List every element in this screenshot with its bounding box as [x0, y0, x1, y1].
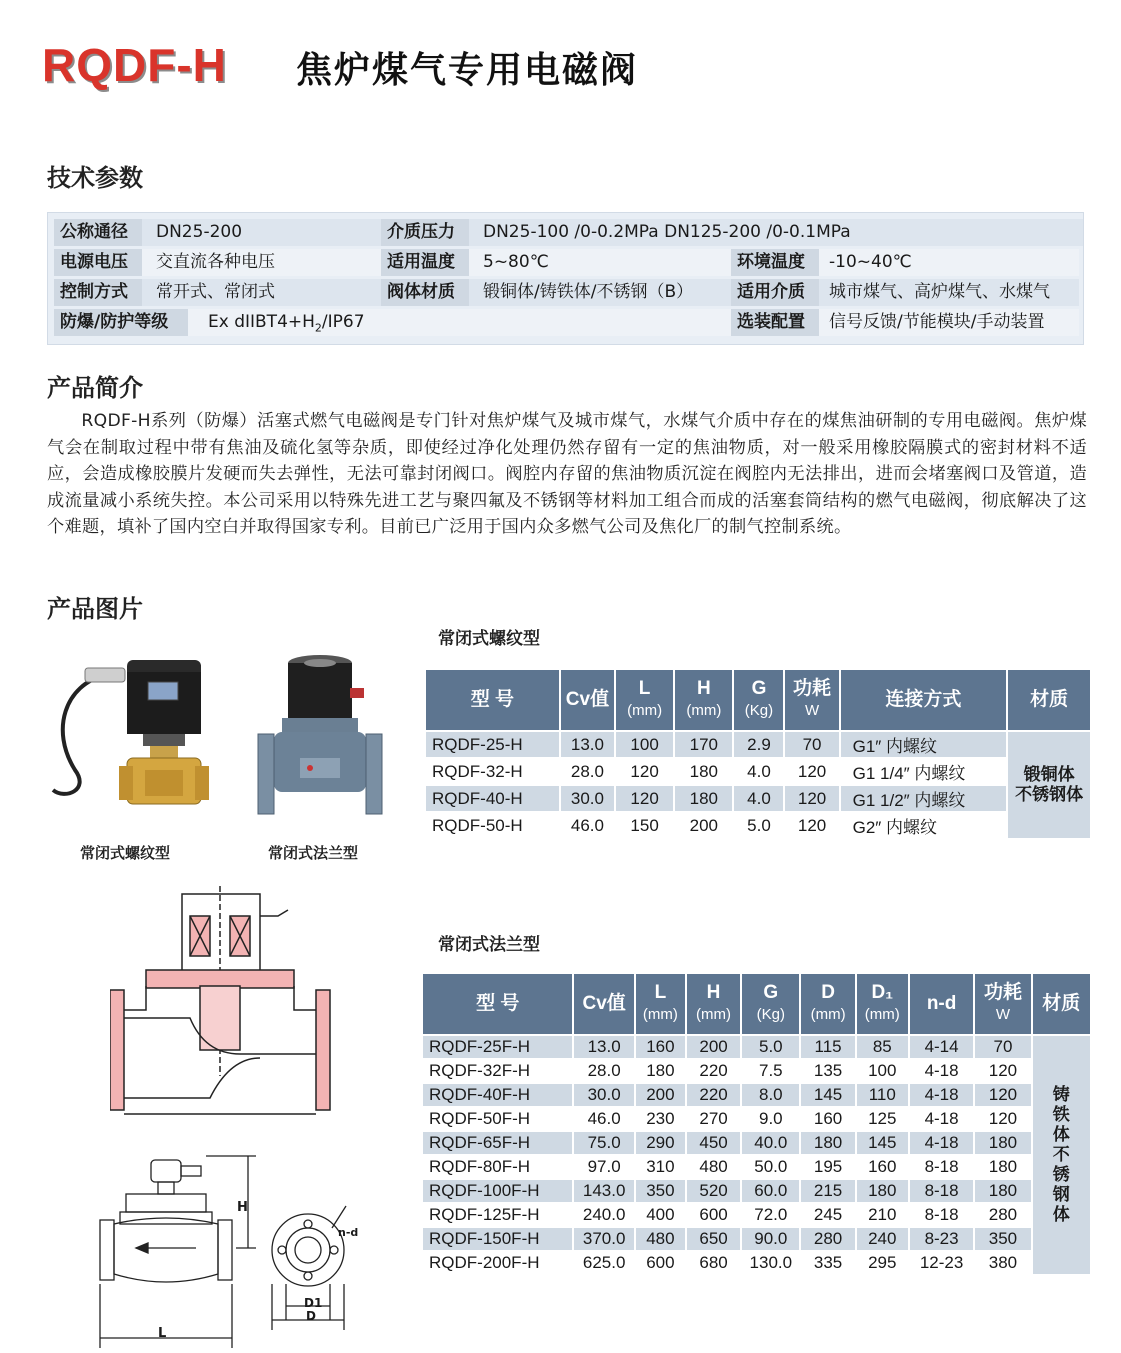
model-cell: RQDF-100F-H [423, 1180, 572, 1202]
column-header [857, 974, 908, 1034]
table-row [423, 1132, 1090, 1154]
value-cell: 9.0 [742, 1108, 799, 1130]
material-line: 不锈钢体 [1015, 785, 1084, 804]
value-cell: 125 [857, 1108, 908, 1130]
value-cell: 130.0 [742, 1252, 799, 1274]
column-header-label: 功耗 [983, 982, 1022, 1003]
value-cell: 200 [636, 1084, 685, 1106]
value-cell: 120 [975, 1108, 1030, 1130]
column-header-label: L [654, 982, 667, 1003]
value-cell: 160 [801, 1108, 854, 1130]
value-cell: 135 [801, 1060, 854, 1082]
value-cell: 160 [857, 1156, 908, 1178]
column-header [561, 670, 614, 730]
value-cell: 12-23 [910, 1252, 973, 1274]
spec-label: 防爆/防护等级 [54, 309, 190, 336]
spec-value-part: Ex dIIBT4+H [208, 312, 315, 332]
column-header [742, 974, 799, 1034]
spec-label: 适用温度 [381, 249, 471, 276]
value-cell: 180 [975, 1156, 1030, 1178]
model-cell: RQDF-32F-H [423, 1060, 572, 1082]
value-cell: G1 1/4″ 内螺纹 [841, 759, 1007, 784]
value-cell: 180 [975, 1180, 1030, 1202]
value-cell: 600 [687, 1204, 740, 1226]
material-line: 不 [1052, 1145, 1070, 1164]
material-line: 锈 [1052, 1165, 1070, 1184]
value-cell: G1 1/2″ 内螺纹 [841, 786, 1007, 811]
table-row [423, 1204, 1090, 1226]
value-cell: 170 [675, 732, 732, 757]
column-header-unit: (mm) [864, 1006, 900, 1023]
model-cell: RQDF-25F-H [423, 1036, 572, 1058]
column-header [910, 974, 973, 1034]
value-cell: 195 [801, 1156, 854, 1178]
value-cell: 145 [857, 1132, 908, 1154]
page-title: 焦炉煤气专用电磁阀 [296, 50, 639, 91]
value-cell: 8-23 [910, 1228, 973, 1250]
value-cell: G1″ 内螺纹 [841, 732, 1007, 757]
material-cell [1033, 1036, 1090, 1274]
column-header [801, 974, 854, 1034]
table-row [423, 1156, 1090, 1178]
flanged-valve-photo [250, 648, 390, 818]
dim-label-d1: D1 [304, 1296, 323, 1310]
value-cell: 13.0 [574, 1036, 633, 1058]
value-cell: 120 [785, 759, 838, 784]
value-cell: 400 [636, 1204, 685, 1226]
column-header [841, 670, 1007, 730]
value-cell: 72.0 [742, 1204, 799, 1226]
spec-label: 电源电压 [54, 249, 144, 276]
spec-value: 常开式、常闭式 [142, 279, 381, 306]
value-cell: 270 [687, 1108, 740, 1130]
value-cell: 295 [857, 1252, 908, 1274]
table-row [426, 759, 1090, 784]
model-cell: RQDF-80F-H [423, 1156, 572, 1178]
value-cell: 30.0 [574, 1084, 633, 1106]
material-line: 锻铜体 [1023, 765, 1075, 784]
pictures-heading: 产品图片 [47, 595, 143, 623]
spec-label: 控制方式 [54, 279, 144, 306]
value-cell: 46.0 [561, 813, 614, 838]
column-header-unit: (mm) [810, 1006, 846, 1023]
value-cell: 7.5 [742, 1060, 799, 1082]
value-cell: 60.0 [742, 1180, 799, 1202]
column-header-label: L [638, 678, 651, 699]
model-cell: RQDF-50F-H [423, 1108, 572, 1130]
spec-value: 信号反馈/节能模块/手动装置 [819, 309, 1079, 336]
value-cell: 180 [675, 759, 732, 784]
table-row [423, 1228, 1090, 1250]
value-cell: 120 [975, 1084, 1030, 1106]
column-header-label: Cv值 [582, 993, 626, 1014]
column-header-unit: (mm) [627, 702, 663, 719]
value-cell: 220 [687, 1084, 740, 1106]
column-header [687, 974, 740, 1034]
value-cell: 600 [636, 1252, 685, 1274]
value-cell: 245 [801, 1204, 854, 1226]
value-cell: 8-18 [910, 1204, 973, 1226]
value-cell: 310 [636, 1156, 685, 1178]
value-cell: 4.0 [734, 759, 783, 784]
value-cell: 120 [785, 786, 838, 811]
column-header-label: 型 号 [476, 993, 520, 1014]
value-cell: 210 [857, 1204, 908, 1226]
value-cell: 4-18 [910, 1132, 973, 1154]
table-header-row [423, 974, 1090, 1034]
value-cell: 13.0 [561, 732, 614, 757]
column-header [785, 670, 838, 730]
column-header [426, 670, 559, 730]
specs-heading: 技术参数 [47, 164, 143, 192]
value-cell: 75.0 [574, 1132, 633, 1154]
value-cell: 30.0 [561, 786, 614, 811]
column-header [616, 670, 673, 730]
value-cell: 180 [857, 1180, 908, 1202]
value-cell: 290 [636, 1132, 685, 1154]
flanged-spec-table [421, 972, 1092, 1276]
column-header-unit: (Kg) [744, 702, 774, 719]
value-cell: 180 [636, 1060, 685, 1082]
threaded-photo-caption: 常闭式螺纹型 [80, 844, 171, 862]
table-row [423, 1108, 1090, 1130]
column-header-label: 连接方式 [885, 689, 962, 710]
value-cell: 120 [975, 1060, 1030, 1082]
value-cell: 350 [636, 1180, 685, 1202]
value-cell: 220 [687, 1060, 740, 1082]
column-header [1033, 974, 1090, 1034]
model-cell: RQDF-32-H [426, 759, 559, 784]
flanged-photo-caption: 常闭式法兰型 [268, 844, 359, 862]
spec-value: 5~80℃ [469, 249, 735, 276]
value-cell: 215 [801, 1180, 854, 1202]
column-header-unit: (mm) [686, 702, 722, 719]
value-cell: 520 [687, 1180, 740, 1202]
spec-value: DN25-100 /0-0.2MPa DN125-200 /0-0.1MPa [469, 219, 1083, 246]
spec-label: 介质压力 [381, 219, 471, 246]
value-cell: 650 [687, 1228, 740, 1250]
value-cell: 2.9 [734, 732, 783, 757]
column-header [975, 974, 1030, 1034]
threaded-spec-table [424, 668, 1092, 840]
column-header-label: 材质 [1042, 993, 1081, 1014]
table-row [423, 1252, 1090, 1274]
spec-row [54, 249, 1077, 276]
table-row [426, 786, 1090, 811]
value-cell: 4-14 [910, 1036, 973, 1058]
value-cell: 335 [801, 1252, 854, 1274]
column-header-unit: (Kg) [756, 1006, 785, 1023]
value-cell: 350 [975, 1228, 1030, 1250]
spec-value-sub: 2 [314, 321, 322, 335]
dim-label-d: D [306, 1309, 316, 1323]
value-cell: 85 [857, 1036, 908, 1058]
column-header [574, 974, 633, 1034]
flanged-table-caption: 常闭式法兰型 [438, 935, 540, 955]
model-cell: RQDF-40-H [426, 786, 559, 811]
threaded-table-caption: 常闭式螺纹型 [438, 629, 540, 649]
spec-row [54, 279, 1077, 306]
column-header [1008, 670, 1090, 730]
value-cell: 50.0 [742, 1156, 799, 1178]
column-header-label: D [821, 982, 835, 1003]
spec-row [54, 309, 1077, 336]
value-cell: 4-18 [910, 1108, 973, 1130]
dim-label-h: H [237, 1200, 248, 1215]
value-cell: 8-18 [910, 1156, 973, 1178]
model-cell: RQDF-50-H [426, 813, 559, 838]
value-cell: 240.0 [574, 1204, 633, 1226]
value-cell: 143.0 [574, 1180, 633, 1202]
column-header-label: D₁ [871, 982, 894, 1003]
value-cell: 230 [636, 1108, 685, 1130]
spec-label: 环境温度 [731, 249, 821, 276]
model-cell: RQDF-200F-H [423, 1252, 572, 1274]
value-cell: 370.0 [574, 1228, 633, 1250]
value-cell: 97.0 [574, 1156, 633, 1178]
column-header-unit: (mm) [642, 1006, 678, 1023]
material-cell [1008, 732, 1090, 838]
value-cell: 5.0 [734, 813, 783, 838]
value-cell: 145 [801, 1084, 854, 1106]
spec-label: 选装配置 [731, 309, 821, 336]
model-cell: RQDF-125F-H [423, 1204, 572, 1226]
brand-model: RQDF-H [42, 39, 227, 91]
value-cell: 28.0 [561, 759, 614, 784]
dim-label-l: L [158, 1326, 167, 1341]
value-cell: 4.0 [734, 786, 783, 811]
model-cell: RQDF-25-H [426, 732, 559, 757]
spec-box [47, 212, 1084, 345]
table-row [423, 1084, 1090, 1106]
intro-paragraph: RQDF-H系列（防爆）活塞式燃气电磁阀是专门针对焦炉煤气及城市煤气，水煤气介质中存在的煤焦油研制的专用电磁阀。焦炉煤气会在制取过程中带有焦油及硫化氢等杂质，即使经过净化处理仍然存留有一定的焦油物质，对一般采用橡胶隔膜式的密封材料不适应，会造成橡胶膜片发硬而失去弹性，无法可靠封闭阀口。阀腔内存留的焦油物质沉淀在阀腔内无法排出，进而会堵塞阀口及管道，造成流量减小系统失控。本公司采用以特殊先进工艺与聚四氟及不锈钢等材料加工组合而成的活塞套筒结构的燃气电磁阀，彻底解决了这个难题，填补了国内空白并取得国家专利。目前已广泛用于国内众多燃气公司及焦化厂的制气控制系统。 [47, 411, 1087, 537]
spec-value: 交直流各种电压 [142, 249, 381, 276]
material-line: 铁 [1052, 1105, 1070, 1124]
value-cell: 480 [636, 1228, 685, 1250]
value-cell: 100 [616, 732, 673, 757]
spec-row [54, 219, 1077, 246]
value-cell: 4-18 [910, 1060, 973, 1082]
cross-section-drawing [110, 886, 342, 1136]
value-cell: 480 [687, 1156, 740, 1178]
table-row [423, 1180, 1090, 1202]
value-cell: 70 [785, 732, 838, 757]
column-header [423, 974, 572, 1034]
column-header-label: 功耗 [793, 678, 832, 699]
value-cell: 380 [975, 1252, 1030, 1274]
column-header-label: H [696, 678, 711, 699]
value-cell: 280 [801, 1228, 854, 1250]
column-header-label: G [763, 982, 779, 1003]
value-cell: 100 [857, 1060, 908, 1082]
value-cell: 110 [857, 1084, 908, 1106]
value-cell: 70 [975, 1036, 1030, 1058]
value-cell: 5.0 [742, 1036, 799, 1058]
threaded-valve-photo [45, 650, 225, 815]
material-line: 体 [1052, 1125, 1070, 1144]
value-cell: 160 [636, 1036, 685, 1058]
spec-label: 适用介质 [731, 279, 821, 306]
value-cell: 40.0 [742, 1132, 799, 1154]
model-cell: RQDF-65F-H [423, 1132, 572, 1154]
value-cell: 90.0 [742, 1228, 799, 1250]
value-cell: 240 [857, 1228, 908, 1250]
spec-label: 阀体材质 [381, 279, 471, 306]
column-header [636, 974, 685, 1034]
column-header-label: H [706, 982, 721, 1003]
column-header-label: 材质 [1030, 689, 1069, 710]
material-line: 铸 [1052, 1085, 1070, 1104]
column-header-label: n-d [926, 993, 957, 1014]
value-cell: 120 [616, 786, 673, 811]
value-cell: 200 [687, 1036, 740, 1058]
material-line: 钢 [1052, 1185, 1070, 1204]
dim-label-nd: n-d [338, 1226, 359, 1239]
table-row [423, 1060, 1090, 1082]
value-cell: 680 [687, 1252, 740, 1274]
model-cell: RQDF-40F-H [423, 1084, 572, 1106]
column-header-unit: (mm) [696, 1006, 732, 1023]
value-cell: 115 [801, 1036, 854, 1058]
spec-value: -10~40℃ [819, 249, 1079, 276]
column-header [675, 670, 732, 730]
value-cell: 200 [675, 813, 732, 838]
value-cell: 625.0 [574, 1252, 633, 1274]
spec-label: 公称通径 [54, 219, 144, 246]
value-cell: 120 [616, 759, 673, 784]
table-header-row [426, 670, 1090, 730]
value-cell: 46.0 [574, 1108, 633, 1130]
value-cell: 450 [687, 1132, 740, 1154]
table-row [426, 813, 1090, 838]
value-cell: 8.0 [742, 1084, 799, 1106]
column-header-label: Cv值 [565, 689, 610, 710]
table-row [426, 732, 1090, 757]
value-cell: 28.0 [574, 1060, 633, 1082]
table-row [423, 1036, 1090, 1058]
dimension-drawing [96, 1150, 366, 1350]
column-header-unit: W [804, 702, 820, 719]
value-cell: 180 [975, 1132, 1030, 1154]
value-cell: 150 [616, 813, 673, 838]
spec-value: DN25-200 [142, 219, 381, 246]
spec-value: 锻铜体/铸铁体/不锈钢（B） [469, 279, 735, 306]
value-cell: 4-18 [910, 1084, 973, 1106]
spec-value-explosion [188, 309, 741, 336]
column-header-unit: W [995, 1006, 1011, 1023]
model-cell: RQDF-150F-H [423, 1228, 572, 1250]
value-cell: 180 [801, 1132, 854, 1154]
value-cell: 8-18 [910, 1180, 973, 1202]
spec-value-part: /IP67 [321, 312, 365, 332]
value-cell: 280 [975, 1204, 1030, 1226]
value-cell: 120 [785, 813, 838, 838]
value-cell: G2″ 内螺纹 [841, 813, 1007, 838]
material-line: 体 [1052, 1205, 1070, 1224]
column-header [734, 670, 783, 730]
column-header-label: G [751, 678, 767, 699]
column-header-label: 型 号 [470, 689, 515, 710]
intro-heading: 产品简介 [47, 374, 143, 402]
value-cell: 180 [675, 786, 732, 811]
spec-value: 城市煤气、高炉煤气、水煤气 [819, 279, 1079, 306]
